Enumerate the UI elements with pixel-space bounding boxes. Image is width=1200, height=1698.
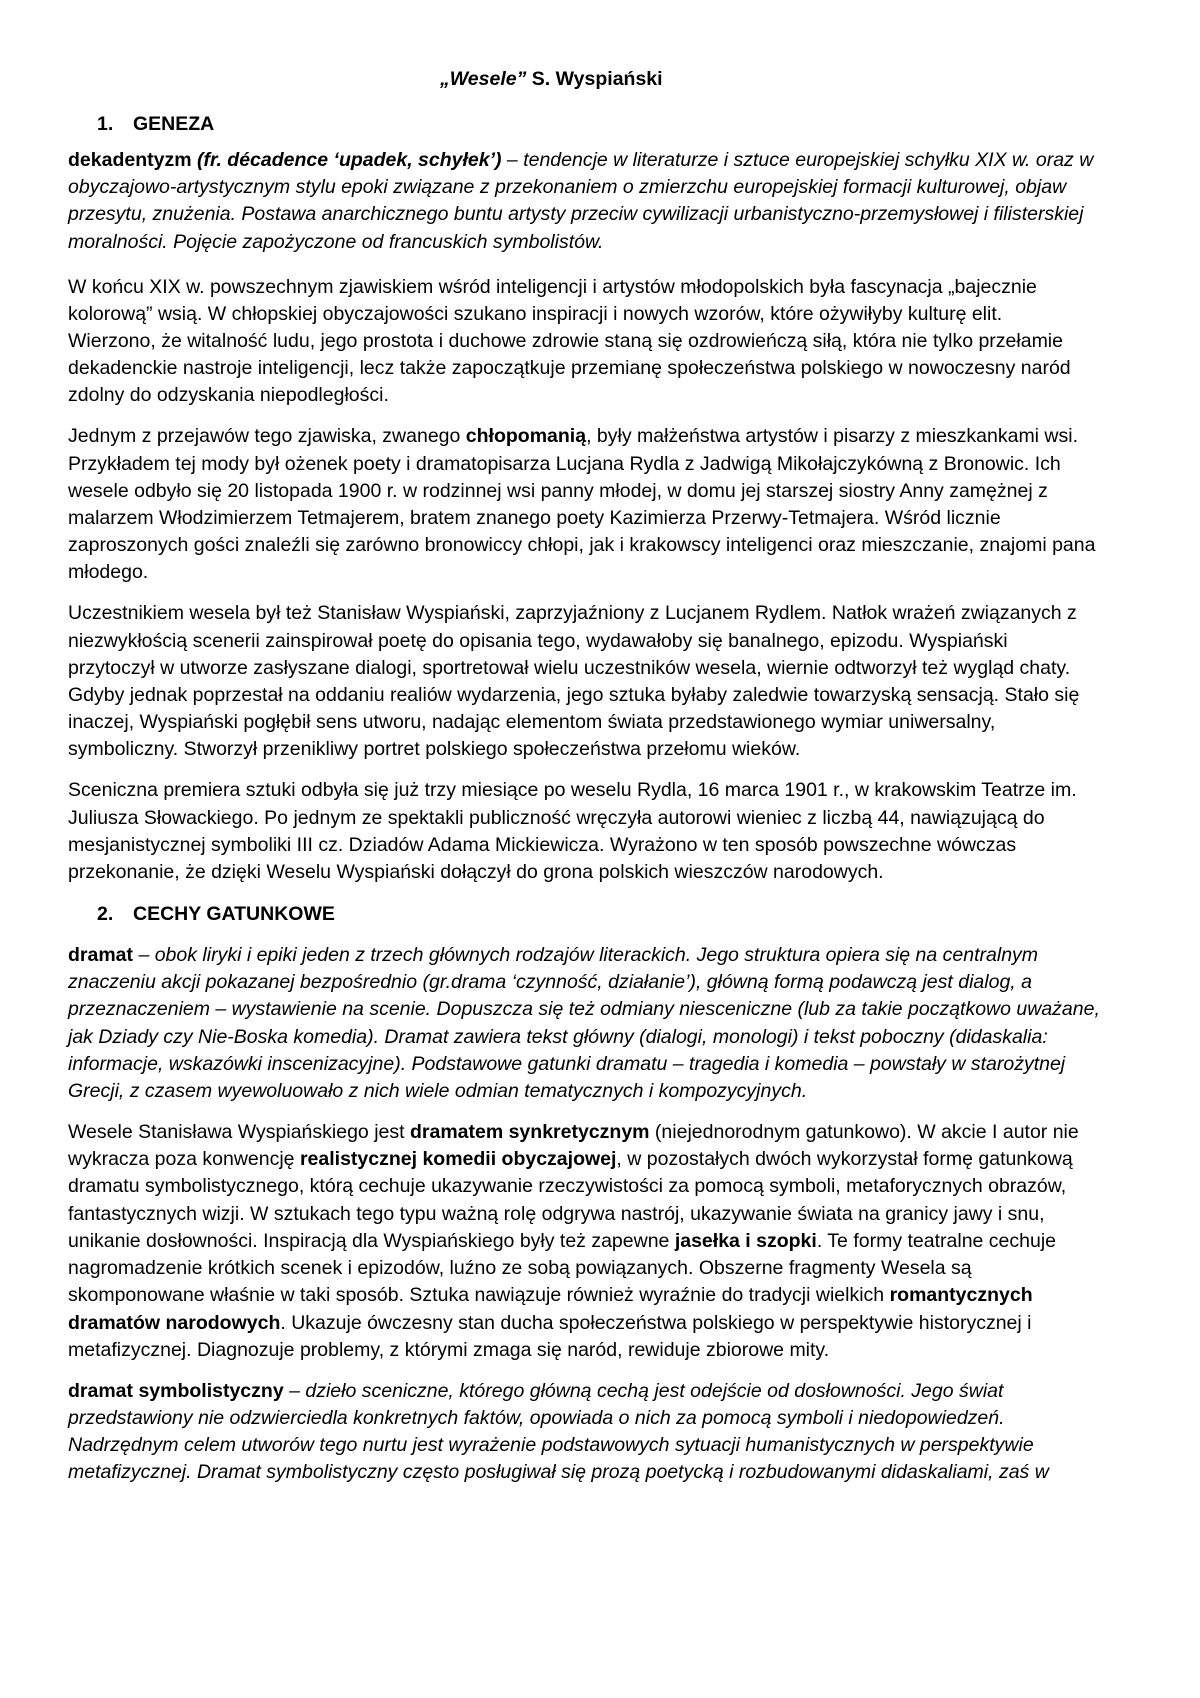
text-line <box>68 382 1188 409</box>
paragraph-fascination-village <box>68 274 1188 410</box>
bold-term: jasełka i szopki <box>674 1229 817 1252</box>
text-run: – dzieło sceniczne, którego główną cechą jest odejście od dosłowności. Jego świat <box>283 1379 1004 1402</box>
text-run: nagromadzenie krótkich scenek i epizodów, luźno ze sobą powiązanych. Obszerne fragmenty Wesela są <box>68 1257 972 1280</box>
text-line <box>68 1282 1188 1309</box>
text-line <box>68 777 1188 804</box>
term-dekadentyzm: dekadentyzm <box>68 149 197 171</box>
bold-term: realistycznej komedii obyczajowej <box>299 1148 617 1171</box>
text-line <box>68 682 1188 709</box>
text-line <box>68 532 1188 559</box>
text-run: W końcu XIX w. powszechnym zjawiskiem wśród inteligencji i artystów młodopolskich była fascynacja „bajecznie <box>68 275 1037 298</box>
bold-term: dramatów narodowych <box>68 1311 281 1334</box>
text-run: (niejednorodnym gatunkowo). W akcie I autor nie <box>649 1121 1079 1144</box>
text-line <box>68 1310 1188 1337</box>
text-line <box>68 1459 1188 1486</box>
text-line <box>68 147 1188 174</box>
term-etymology: (fr. décadence ‘upadek, schyłek’) <box>196 149 502 171</box>
text-run: moralności. Pojęcie zapożyczone od francuskich symbolistów. <box>68 230 604 253</box>
paragraph-syncretic-drama <box>68 1119 1188 1364</box>
text-line <box>68 832 1188 859</box>
text-line <box>68 355 1188 382</box>
text-line <box>68 942 1188 969</box>
text-run: inaczej, Wyspiański pogłębił sens utworu, nadając elementom świata przedstawionego wymiar uniwersalny, <box>68 711 996 734</box>
text-run: , były małżeństwa artystów i pisarzy z mieszkankami wsi. <box>586 425 1079 448</box>
text-run: jak Dziady czy Nie-Boska komedia). Dramat zawiera tekst główny (dialogi, monologi) i tekst poboczny (didaskalia: <box>68 1025 1048 1048</box>
definition-dekadentyzm <box>68 147 1188 256</box>
text-line <box>68 628 1188 655</box>
text-line <box>68 478 1188 505</box>
text-line <box>68 1119 1188 1146</box>
text-line <box>68 559 1188 586</box>
text-line <box>68 859 1188 886</box>
text-run: mesjanistycznej symboliki III cz. Dziadów Adama Mickiewicza. Wyrażono w ten sposób powszechne wówczas <box>68 833 1017 856</box>
text-run: przytoczył w utworze zasłyszane dialogi, sportretował wielu uczestników wesela, wiernie odtworzył też wygląd chaty. <box>68 656 1071 679</box>
text-run: dekadenckie nastroje inteligencji, lecz także zapoczątkuje przemianę społeczeństwa polskiego w nowoczesny naród <box>68 357 1071 380</box>
text-run: metafizycznej. Dramat symbolistyczny często posługiwał się prozą poetycką i rozbudowanymi didaskaliami, zaś w <box>68 1461 1049 1484</box>
text-run: wesele odbyło się 20 listopada 1900 r. w rodzinnej wsi panny młodej, w domu jej starszej siostry Anny zamężnej z <box>68 479 1048 502</box>
text-run: Przykładem tej mody był ożenek poety i dramatopisarza Lucjana Rydla z Jadwigą Mikołajczykówną z Bronowic. Ich <box>68 452 1061 475</box>
text-run: malarzem Włodzimierzem Tetmajerem, bratem znanego poety Kazimierza Przerwy-Tetmajera. Wśród licznie <box>68 507 1001 530</box>
bold-term: dramatem synkretycznym <box>409 1121 650 1144</box>
paragraph-wyspianski-guest <box>68 600 1188 763</box>
text-line <box>68 174 1188 201</box>
text-line <box>68 709 1188 736</box>
text-run: zaproszonych gości znaleźli się zarówno bronowiccy chłopi, jak i krakowscy inteligenci oraz mieszczanie, znajomi pana <box>68 534 1096 557</box>
text-run: Gdyby jednak poprzestał na oddaniu realiów wydarzenia, jego sztuka byłaby zaledwie towarzyską sensacją. Stało się <box>68 684 1080 707</box>
section-label: GENEZA <box>133 113 215 135</box>
document-body <box>68 66 1188 1500</box>
bold-term: chłopomanią <box>465 425 587 448</box>
text-line <box>68 1337 1188 1364</box>
title-author: S. Wyspiański <box>531 68 663 90</box>
text-run: przeznaczeniem – wystawienie na scenie. Dopuszcza się też odmiany niesceniczne (lub za takie początkowo uważane, <box>68 998 1100 1021</box>
text-run: Wierzono, że witalność ludu, jego prostota i duchowe zdrowie staną się ozdrowieńczą siłą, która nie tylko przełamie <box>68 330 1063 353</box>
text-line <box>68 1024 1188 1051</box>
text-line <box>68 1432 1188 1459</box>
text-run: młodego. <box>68 561 149 584</box>
text-run: skomponowane właśnie w taki sposób. Sztuka nawiązuje również wyraźnie do tradycji wielkich <box>68 1284 890 1307</box>
text-line <box>68 1201 1188 1228</box>
text-line <box>68 736 1188 763</box>
text-run: – tendencje w literaturze i sztuce europejskiej schyłku XIX w. oraz w <box>501 149 1094 171</box>
term-dramat: dramat <box>68 944 134 967</box>
text-line <box>68 1405 1188 1432</box>
text-line <box>68 505 1188 532</box>
text-run: Wesele Stanisława Wyspiańskiego jest <box>68 1121 410 1144</box>
text-line <box>68 805 1188 832</box>
text-run: metafizycznej. Diagnozuje problemy, z którymi zmaga się naród, rewiduje zbiorowe mity. <box>68 1338 830 1361</box>
text-line <box>68 655 1188 682</box>
text-run: Jednym z przejawów tego zjawiska, zwanego <box>68 425 466 448</box>
text-run: unikanie dosłowności. Inspiracją dla Wyspiańskiego były też zapewne <box>68 1229 675 1252</box>
text-run: informacje, wskazówki inscenizacyjne). Podstawowe gatunki dramatu – tragedia i komedia – powstały w starożytnej <box>68 1052 1066 1075</box>
text-run: symboliczny. Stworzył przenikliwy portret polskiego społeczeństwa przełomu wieków. <box>68 738 801 761</box>
text-run: Grecji, z czasem wyewoluowało z nich wiele odmian tematycznych i kompozycyjnych. <box>68 1080 808 1103</box>
text-line <box>68 1051 1188 1078</box>
text-run: niezwykłością scenerii zainspirował poetę do opisania tego, wydawałoby się banalnego, epizodu. Wyspiański <box>68 629 1008 652</box>
text-run: zdolny do odzyskania niepodległości. <box>68 384 389 407</box>
text-run: – obok liryki i epiki jeden z trzech głównych rodzajów literackich. Jego struktura opiera się na centralnym <box>133 944 1039 967</box>
definition-dramat-symbolistyczny <box>68 1378 1188 1487</box>
text-line <box>68 600 1188 627</box>
text-line <box>68 451 1188 478</box>
text-line <box>68 229 1188 256</box>
text-run: przedstawiony nie odzwierciedla konkretnych faktów, opowiada o nich za pomocą symboli i niedopowiedzeń. <box>68 1406 1005 1429</box>
text-run: Sceniczna premiera sztuki odbyła się już trzy miesiące po weselu Rydla, 16 marca 1901 r., w krakowskim Teatrze im. <box>68 779 1077 802</box>
text-line <box>68 996 1188 1023</box>
text-run: , w pozostałych dwóch wykorzystał formę gatunkową <box>616 1148 1073 1171</box>
document-title <box>440 66 1188 93</box>
text-run: przekonanie, że dzięki Weselu Wyspiański dołączył do grona polskich wieszczów narodowych. <box>68 861 884 884</box>
text-run: Juliusza Słowackiego. Po jednym ze spektakli publiczność wręczyła autorowi wieniec z liczbą 44, nawiązującą do <box>68 806 1045 829</box>
section-label: CECHY GATUNKOWE <box>133 903 335 926</box>
text-run: kolorową” wsią. W chłopskiej obyczajowości szukano inspiracji i nowych wzorów, które ożywiłyby kulturę elit. <box>68 302 1003 325</box>
text-line <box>68 1078 1188 1105</box>
text-line <box>68 1146 1188 1173</box>
text-run: przesytu, znużenia. Postawa anarchicznego buntu artysty przeciw cywilizacji urbanistyczno-przemysłowej i filisterskiej <box>68 203 1084 226</box>
text-line <box>68 969 1188 996</box>
definition-dramat <box>68 942 1188 1105</box>
text-line <box>68 301 1188 328</box>
section-number: 1. <box>97 113 114 135</box>
title-work: „Wesele” <box>440 68 527 90</box>
text-line <box>68 1255 1188 1282</box>
text-line <box>68 1378 1188 1405</box>
section-number: 2. <box>97 903 114 926</box>
text-run: . Te formy teatralne cechuje <box>816 1229 1057 1252</box>
paragraph-premiere <box>68 777 1188 886</box>
text-line <box>68 274 1188 301</box>
text-line <box>68 423 1188 450</box>
text-run: znaczeniu akcji pokazanej bezpośrednio (gr.drama ‘czynność, działanie’), główną formą podawczą jest dialog, a <box>68 971 1032 994</box>
section-heading-geneza <box>97 111 1188 138</box>
text-run: fantastycznych wizji. W sztukach tego typu ważną rolę odgrywa nastrój, ukazywanie świata na granicy jawy i snu, <box>68 1202 1045 1225</box>
text-run: . Ukazuje ówczesny stan ducha społeczeństwa polskiego w perspektywie historycznej i <box>280 1311 1032 1334</box>
text-line <box>68 1228 1188 1255</box>
bold-term: romantycznych <box>889 1284 1033 1307</box>
text-run: dramatu symbolistycznego, którą cechuje ukazywanie rzeczywistości za pomocą symboli, metaforycznych obrazów, <box>68 1175 1067 1198</box>
text-run: Uczestnikiem wesela był też Stanisław Wyspiański, zaprzyjaźniony z Lucjanem Rydlem. Natłok wrażeń związanych z <box>68 602 1077 625</box>
text-line <box>68 328 1188 355</box>
paragraph-chlopomania <box>68 423 1188 586</box>
text-run: wykracza poza konwencję <box>68 1148 300 1171</box>
text-run: obyczajowo-artystycznym stylu epoki związane z przekonaniem o zmierzchu europejskiej formacji kulturowej, objaw <box>68 176 1067 199</box>
section-heading-cechy-gatunkowe <box>97 901 1188 928</box>
text-line <box>68 201 1188 228</box>
term-dramat-symbolistyczny: dramat symbolistyczny <box>68 1379 284 1402</box>
text-run: Nadrzędnym celem utworów tego nurtu jest wyrażenie podstawowych sytuacji humanistycznych w perspektywie <box>68 1434 1034 1457</box>
text-line <box>68 1173 1188 1200</box>
